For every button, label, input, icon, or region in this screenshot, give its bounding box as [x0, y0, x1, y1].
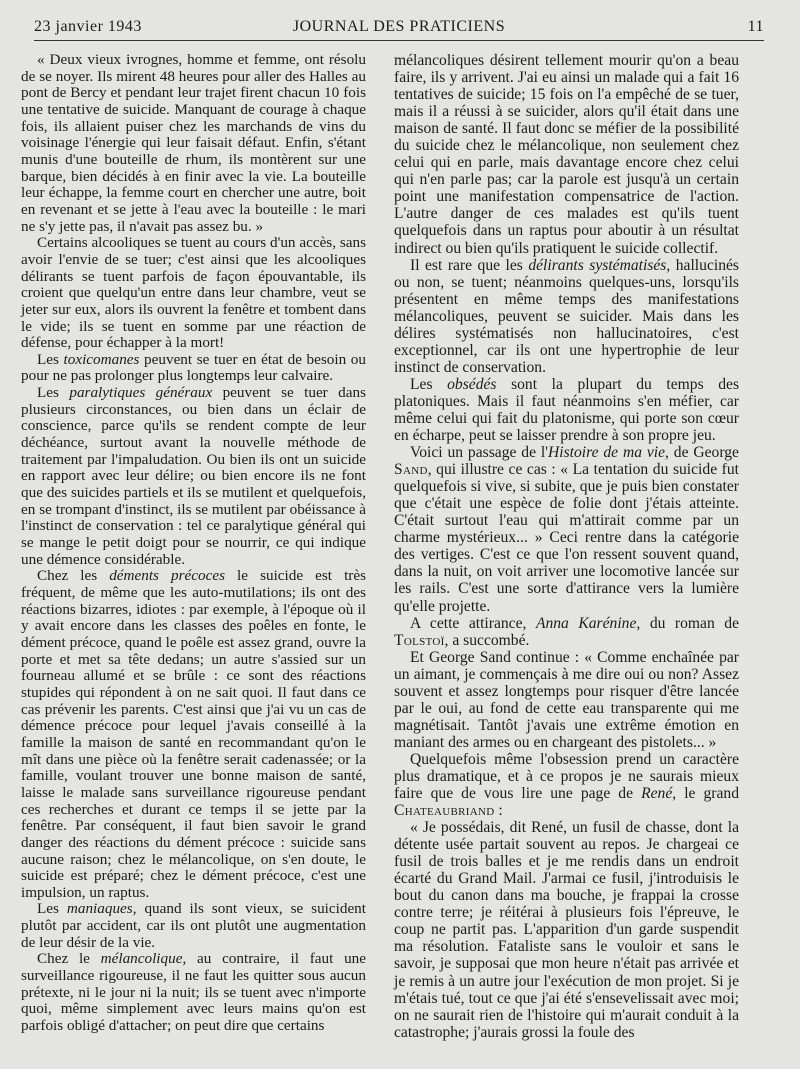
paragraph-obsession: Quelquefois même l'obsession prend un caractère plus dramatique, et à ce propos je ne saurais mieux faire que de vous lire une page de René, le grand Chateaubriand : [394, 750, 739, 820]
paragraph-maniaques: Les maniaques, quand ils sont vieux, se suicident plutôt par accident, car ils ont plutôt une augmentation de leur désir de la vie. [21, 900, 366, 951]
paragraph-sand-continue: Et George Sand continue : « Comme enchaînée par un aimant, je commençais à me dire oui ou non? Assez souvent et assez longtemps pour risquer d'être lancée par le oui, au fond de cette eau transparente qui me magnétisait. Tantôt j'avais une extrême émotion en maniant des armes ou en chargeant des pistolets... » [394, 648, 739, 751]
issue-date: 23 janvier 1943 [34, 18, 142, 35]
paragraph-dements-precoces: Chez les déments précoces le suicide est très fréquent, de même que les auto-mutilations; ils ont des réactions bizarres, idiotes : par exemple, à l'époque où il y avait encore dans les classes des poêles en fonte, le dément précoce, quand le poêle est assez grand, ouvre la porte et met sa tête dedans; un autre s'assied sur un fourneau allumé et se brûle : ce sont des réactions stupides qui répondent à on ne sait quoi. Il faut dans ce cas prévenir les parents. C'est ainsi que j'ai vu un cas de démence précoce pour lequel j'avais conseillé à la famille la maison de santé en recommandant qu'on le mît dans une pièce où la fenêtre serait cadenassée; or la famille, voulant trouver une bonne maison de santé, laisse le malade sans surveillance rigoureuse pendant ces recherches et durant ce temps il se jette par la fenêtre. Par conséquent, il faut bien savoir le grand danger des réactions du dément précoce : suicide sans aucune raison; chez le mélancolique, on s'en doute, le suicide est préparé; chez le dément précoce, c'est une impulsion, un raptus. [21, 567, 367, 901]
page-number: 11 [747, 18, 764, 35]
right-column [394, 52, 739, 1041]
paragraph-alcooliques: Certains alcooliques se tuent au cours d'un accès, sans avoir l'envie de se tuer; c'est ainsi que les alcooliques délirants se tuent parfois de façon épouvantable, ils croient que quelqu'un entre dans leur chambre, veut se jeter sur eux, alors ils ouvrent la fenêtre et tombent dans le vide; ils se tuent en somme par une réaction de défense, pour échapper à la mort! [21, 234, 366, 352]
running-header [34, 14, 764, 40]
paragraph-toxicomanes: Les toxicomanes peuvent se tuer en état de besoin ou pour ne pas prolonger plus longtemps leur calvaire. [21, 350, 366, 385]
title-histoire-de-ma-vie: Histoire de ma vie [548, 444, 666, 462]
author-sand: Sand [394, 461, 428, 479]
paragraph-paralytiques: Les paralytiques généraux peuvent se tuer dans plusieurs circonstances, ou bien dans un éclair de conscience, parce qu'ils se rendent compte de leur déchéance, surtout avant la nouvelle méthode de traitement par l'impaludation. Ou bien ils ont un suicide en rapport avec leur délire; ou bien encore ils ne font que des suicides partiels et ils se mutilent et quelquefois, en se trompant d'instinct, ils se mutilent par obéissance à l'instinct de conservation : tel ce paralytique général qui se mange le petit doigt pour se nourrir, ce qui indique une démence considérable. [21, 384, 366, 568]
term-toxicomanes: toxicomanes [63, 350, 140, 368]
title-anna-karenine: Anna Karénine [535, 614, 637, 632]
author-chateaubriand: Chateaubriand [394, 802, 495, 820]
left-column [21, 52, 366, 1035]
paragraph-delirants: Il est rare que les délirants systématisés, hallucinés ou non, se tuent; néanmoins quelques-uns, lorsqu'ils présentent en même temps des manifestations mélancoliques, peuvent se suicider. Mais dans les délires systématisés non hallucinatoires, c'est exceptionnel, car ils ont une hypertrophie de leur instinct de conservation. [394, 256, 739, 376]
header-rule [34, 40, 764, 41]
term-maniaques: maniaques [66, 900, 133, 918]
author-tolstoi: Tolstoï [394, 631, 445, 649]
term-paralytiques: paralytiques généraux [69, 384, 213, 402]
journal-title: JOURNAL DES PRATICIENS [292, 18, 506, 35]
paragraph-obsedes: Les obsédés sont la plupart du temps des platoniques. Mais il faut néanmoins s'en méfier, car même celui qui fait du platonisme, qui porte son cœur en écharpe, peut se laisser prendre à son propre jeu. [394, 375, 740, 445]
term-dements-precoces: déments précoces [109, 567, 225, 585]
title-rene: René [641, 785, 673, 803]
paragraph-george-sand: Voici un passage de l'Histoire de ma vie, de George Sand, qui illustre ce cas : « La tentation du suicide fut quelquefois si vive, si subite, que je puis bien constater que c'était une espèce de folie dont j'étais atteinte. C'était surtout l'eau qui m'attirait comme par un charme mystérieux... » Ceci rentre dans la catégorie des vertiges. C'est ce que l'on ressent souvent quand, dans la nuit, on voit arriver une locomotive lancée sur les rails. C'est une sorte d'attirance vers la lumière qu'elle projette. [394, 444, 739, 615]
term-obsedes: obsédés [447, 375, 497, 393]
term-delirants: délirants systématisés [528, 256, 667, 274]
paragraph-ivrognes-quote: « Deux vieux ivrognes, homme et femme, ont résolu de se noyer. Ils mirent 48 heures pour aller des Halles au pont de Bercy et pendant leur trajet firent chacun 10 fois une tentative de suicide. Manquant de courage à chaque fois, ils allaient puiser chez les marchands de vins du voisinage l'énergie qui leur faisait défaut. Enfin, s'étant munis d'une bouteille de rhum, ils montèrent sur une barque, bien décidés à en finir avec la vie. La bouteille leur échappe, la femme court en chercher une autre, boit en revenant et se jette à l'eau avec la bouteille : le mari ne s'y jette pas, il n'avait pas assez bu. » [21, 51, 366, 235]
paragraph-rene-quote: « Je possédais, dit René, un fusil de chasse, dont la détente usée partait souvent au repos. Je chargeai ce fusil de trois balles et je me rendis dans un endroit écarté du Grand Mail. J'armai ce fusil, j'introduisis le bout du canon dans ma bouche, je frappai la crosse contre terre; je réitérai à plusieurs fois l'épreuve, le coup ne partit pas. L'apparition d'un garde suspendit ma résolution. Fataliste sans le vouloir et sans le savoir, je supposai que mon heure n'était pas arrivée et je remis à un autre jour l'exécution de mon projet. Si je m'étais tué, tout ce que j'ai été s'ensevelissait avec moi; on ne saurait rien de l'histoire qui m'aurait conduit à la catastrophe; j'aurais grossi la foule des [394, 819, 739, 1041]
paragraph-anna-karenine: A cette attirance, Anna Karénine, du roman de Tolstoï, a succombé. [394, 614, 739, 649]
paragraph-melancoliques-cont: mélancoliques désirent tellement mourir qu'on a beau faire, ils y arrivent. J'ai eu ainsi un malade qui a fait 16 tentatives de suicide; 15 fois on l'a empêché de se tuer, mais il a réussi à se suicider, alors qu'il était dans une maison de santé. Il faut donc se méfier de la possibilité du suicide chez le mélancolique, non seulement chez celui qui en parle, mais davantage encore chez celui qui n'en parle pas; car la parole est jusqu'à un certain point une manifestation compensatrice de l'action. L'autre danger de ces malades est qu'ils tuent quelquefois dans un raptus pour aboutir à un résultat indirect ou bien qu'ils pratiquent le suicide collectif. [394, 52, 739, 257]
paragraph-melancolique: Chez le mélancolique, au contraire, il faut une surveillance rigoureuse, il ne faut les quitter sous aucun prétexte, ni le jour ni la nuit; ils se tuent avec n'importe quoi, même simplement avec leurs mains qu'on est parfois obligé d'attacher; on peut dire que certains [21, 950, 367, 1035]
term-melancolique: mélancolique [100, 950, 183, 968]
